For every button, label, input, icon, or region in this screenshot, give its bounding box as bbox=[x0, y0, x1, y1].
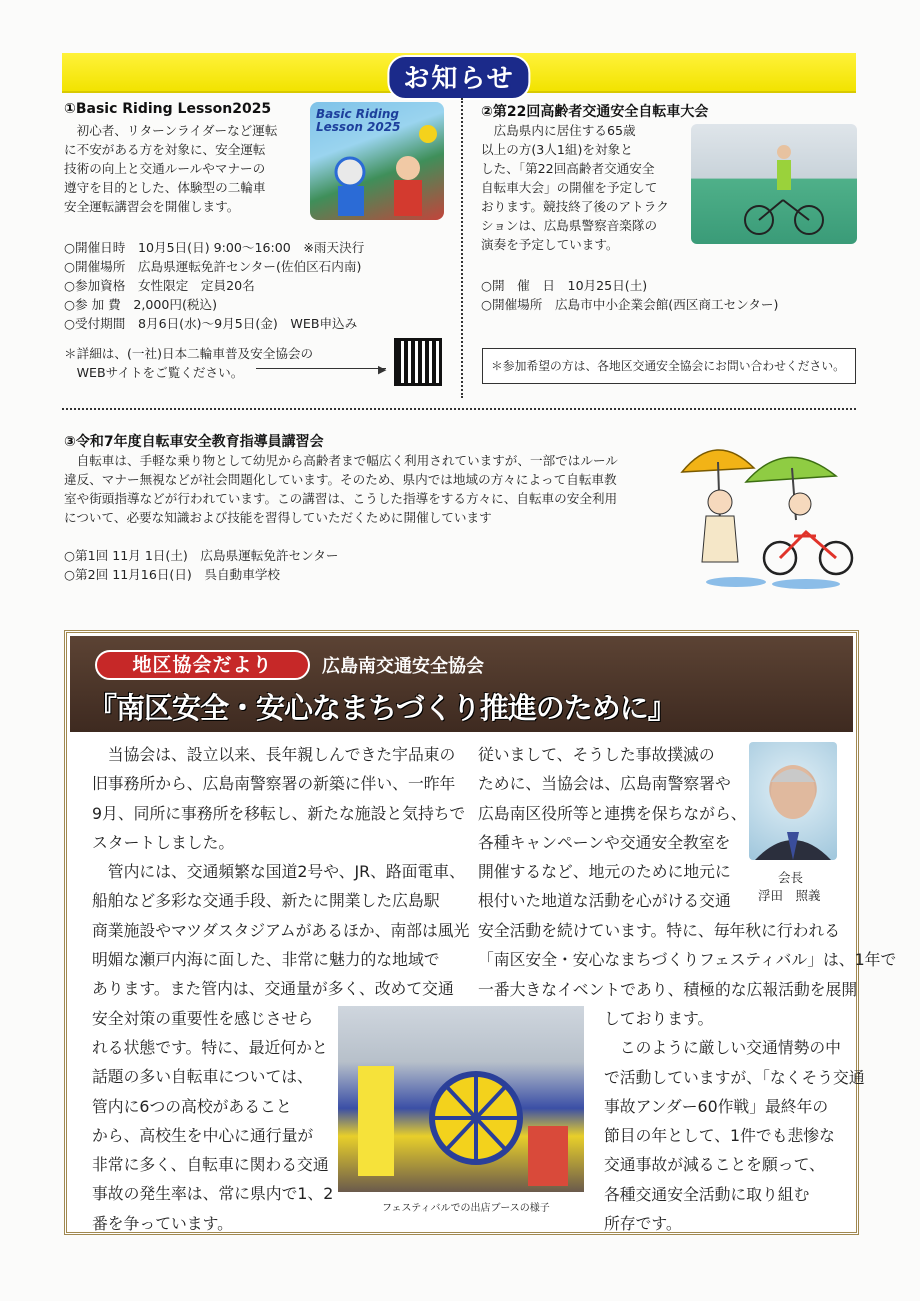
detail-date: ○開催日時 10月5日(日) 9:00～16:00 ※雨天決行 bbox=[64, 240, 365, 255]
detail-venue: ○開催場所 広島市中小企業会館(西区商工センター) bbox=[481, 297, 779, 312]
article-column-1: 当協会は、設立以来、長年親しんできた宇品東の 旧事務所から、広島南警察署の新築に伴い、一昨年 9月、同所に事務所を移転し、新たな施設と気持ちで スタートしました。 管内には、交通頻繁な国道2号や、JR、路面電車、 船舶など多彩な交通手段、新たに開業した広島駅 商業施設やマツダスタジアムがあるほか、南部は風光 明媚な瀬戸内海に面した、非常に魅力的な地域で あります。また管内は、交通量が多く、改めて交通 安全対策の重要性を感じさせら れる状態です。特に、最近何かと 話題の多い自転車については、 管内に6つの高校があること から、高校生を中心に通行量が 非常に多く、自転車に関わる交通 事故の発生率は、常に県内で1、2 番を争っています。 bbox=[92, 745, 470, 1233]
festival-booth-photo bbox=[338, 1006, 584, 1192]
inquiry-notice-box bbox=[482, 348, 856, 384]
section3-body: 自転車は、手軽な乗り物として幼児から高齢者まで幅広く利用されていますが、一部ではルール 違反、マナー無視などが社会問題化しています。そのため、県内では地域の方々によって自転車教 室や街頭指導などが行われています。この講習は、こうした指導をする方々に、自転車の安全利用 について、必要な知識および技能を習得していただくために開催しています bbox=[64, 453, 618, 525]
section3-title: ③令和7年度自転車安全教育指導員講習会 bbox=[64, 434, 324, 450]
qr-code-icon[interactable] bbox=[394, 338, 442, 386]
detail-date: ○開 催 日 10月25日(土) bbox=[481, 278, 648, 293]
president-name: 浮田 照義 bbox=[758, 888, 821, 903]
association-title: 『南区安全・安心なまちづくり推進のために』 bbox=[88, 691, 676, 725]
president-portrait bbox=[749, 742, 837, 860]
section2-details bbox=[481, 276, 778, 314]
article-column-2b: 安全活動を続けています。特に、毎年秋に行われる 「南区安全・安心なまちづくりフェスティバル」は、1年で 一番大きなイベントであり、積極的な広報活動を展開 bbox=[478, 921, 897, 999]
banner-title: お知らせ bbox=[387, 55, 530, 100]
section1-note-1: ＊詳細は、(一社)日本二輪車普及安全協会の bbox=[64, 346, 314, 361]
association-badge: 地区協会だより bbox=[95, 650, 310, 680]
inquiry-notice-text: ＊参加希望の方は、各地区交通安全協会にお問い合わせください。 bbox=[491, 359, 845, 373]
section1-note-2: WEBサイトをご覧ください。 bbox=[64, 365, 244, 380]
article-column-2c: しております。 このように厳しい交通情勢の中 で活動していますが、「なくそう交通 事故アンダー60作戦」最終年の 節目の年として、1件でも悲惨な 交通事故が減ることを願って、 各種交通安全活動に取り組む 所存です。 bbox=[604, 1009, 865, 1234]
column-divider bbox=[461, 98, 463, 398]
detail-period: ○受付期間 8月6日(水)～9月5日(金) WEB申込み bbox=[64, 316, 358, 331]
bicycle-event-photo bbox=[691, 124, 857, 244]
umbrella-cyclist-illustration bbox=[676, 432, 858, 592]
detail-fee: ○参 加 費 2,000円(税込) bbox=[64, 297, 218, 312]
president-role: 会長 bbox=[778, 870, 804, 885]
section1-body: 初心者、リターンライダーなど運転 に不安がある方を対象に、安全運転 技術の向上と交通ルールやマナーの 遵守を目的とした、体験型の二輪車 安全運転講習会を開催します。 bbox=[64, 123, 278, 214]
section2-body: 広島県内に居住する65歳 以上の方(3人1組)を対象と した、「第22回高齢者交通安全 自転車大会」の開催を予定して おります。競技終了後のアトラク ションは、広島県警察音楽隊の 演奏を予定しています。 bbox=[481, 123, 669, 252]
notice-banner bbox=[62, 53, 856, 93]
association-name: 広島南交通安全協会 bbox=[322, 656, 484, 677]
riding-lesson-photo bbox=[310, 102, 444, 220]
section-divider bbox=[62, 408, 856, 410]
session-1: ○第1回 11月 1日(土) 広島県運転免許センター bbox=[64, 548, 339, 563]
photo-label: Basic Riding Lesson 2025 bbox=[316, 107, 401, 134]
article-column-2a: 従いまして、そうした事故撲滅の ために、当協会は、広島南警察署や 広島南区役所等と連携を保ちながら、 各種キャンペーンや交通安全教室を 開催するなど、地元のために地元に 根付いた地道な活動を心がける交通 bbox=[478, 745, 747, 911]
detail-eligibility: ○参加資格 女性限定 定員20名 bbox=[64, 278, 255, 293]
session-2: ○第2回 11月16日(日) 呉自動車学校 bbox=[64, 567, 281, 582]
detail-venue: ○開催場所 広島県運転免許センター(佐伯区石内南) bbox=[64, 259, 362, 274]
arrow-line bbox=[256, 368, 386, 369]
section1-details bbox=[64, 238, 364, 333]
section3-details bbox=[64, 546, 338, 584]
photo-caption: フェスティバルでの出店ブースの様子 bbox=[382, 1203, 550, 1214]
section2-title: ②第22回高齢者交通安全自転車大会 bbox=[481, 104, 709, 120]
arrow-right-icon: ▶ bbox=[378, 363, 387, 376]
section1-title: ①Basic Riding Lesson2025 bbox=[64, 101, 272, 117]
